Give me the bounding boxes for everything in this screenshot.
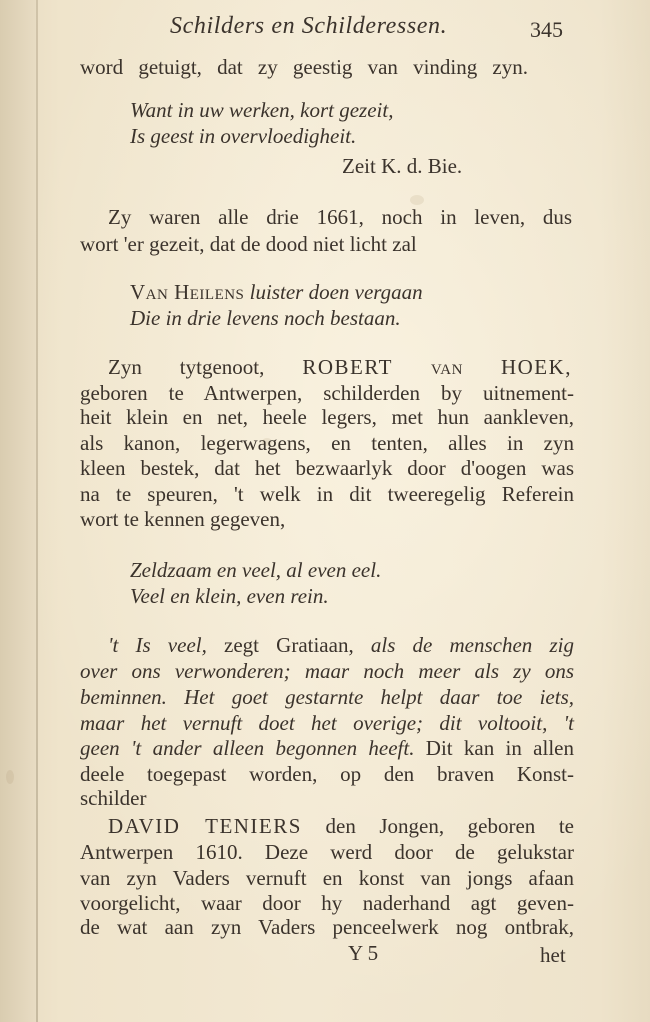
text-span: zegt Gratiaan,: [206, 633, 371, 657]
text-line: schilder: [80, 786, 147, 810]
text-span: den Jongen, geboren te: [301, 814, 574, 838]
verse-line: Die in drie levens noch bestaan.: [130, 306, 401, 330]
gutter-line: [36, 0, 38, 1022]
text-line: deele toegepast worden, op den braven Konst-: [80, 762, 574, 786]
text-line: voorgelicht, waar door hy naderhand agt geven-: [80, 891, 574, 915]
text-line: als kanon, legerwagens, en tenten, alles in zyn: [80, 431, 574, 455]
text-span: als de menschen zig: [370, 633, 574, 657]
text-line: beminnen. Het goet gestarnte helpt daar toe iets,: [80, 685, 574, 709]
verse-name: Van Heilens: [130, 280, 245, 304]
text-span: van: [430, 355, 463, 379]
verse-line: Is geest in overvloedigheit.: [130, 124, 357, 148]
text-line: [108, 633, 574, 657]
foxing-spot: [410, 195, 424, 205]
text-line: Zy waren alle drie 1661, noch in leven, dus: [108, 205, 572, 229]
text-span: geen 't ander alleen begonnen heeft.: [80, 736, 415, 760]
signature-mark: Y 5: [348, 941, 379, 965]
gutter-shadow: [0, 0, 36, 1022]
text-span: Dit kan in allen: [414, 736, 574, 760]
text-line: van zyn Vaders vernuft en konst van jongs afaan: [80, 866, 574, 890]
text-line: [108, 355, 572, 379]
text-line: word getuigt, dat zy geestig van vinding zyn.: [80, 55, 528, 79]
catchword: het: [540, 943, 566, 967]
verse-line: Zeldzaam en veel, al even eel.: [130, 558, 382, 582]
text-line: de wat aan zyn Vaders penceelwerk nog ontbrak,: [80, 915, 574, 939]
verse-line: [130, 280, 423, 304]
text-line: wort 'er gezeit, dat de dood niet licht zal: [80, 232, 417, 256]
person-name: HOEK,: [500, 355, 573, 379]
text-line: heit klein en net, heele legers, met hun aankleven,: [80, 405, 574, 429]
running-title: Schilders en Schilderessen.: [170, 13, 448, 39]
text-line: Antwerpen 1610. Deze werd door de gelukstar: [80, 840, 574, 864]
text-line: [108, 814, 574, 838]
text-line: kleen bestek, dat het bezwaarlyk door d'oogen was: [80, 456, 574, 480]
person-name: ROBERT: [302, 355, 393, 379]
page-number: 345: [530, 17, 563, 42]
text-line: [80, 736, 574, 760]
text-line: wort te kennen gegeven,: [80, 507, 286, 531]
verse-line: Want in uw werken, kort gezeit,: [130, 98, 394, 122]
person-name: DAVID TENIERS: [108, 814, 302, 838]
text-span: Zyn tytgenoot,: [108, 355, 265, 379]
text-line: na te speuren, 't welk in dit tweeregelig Referein: [80, 482, 574, 506]
verse-line: Veel en klein, even rein.: [130, 584, 329, 608]
text-line: maar het vernuft doet het overige; dit voltooit, 't: [80, 711, 574, 735]
text-span: 't Is veel,: [108, 633, 207, 657]
verse-text: luister doen vergaan: [244, 280, 423, 304]
verse-attribution: Zeit K. d. Bie.: [342, 154, 463, 178]
text-line: geboren te Antwerpen, schilderden by uitnement-: [80, 381, 574, 405]
text-line: over ons verwonderen; maar noch meer als zy ons: [80, 659, 574, 683]
foxing-spot: [6, 770, 14, 784]
